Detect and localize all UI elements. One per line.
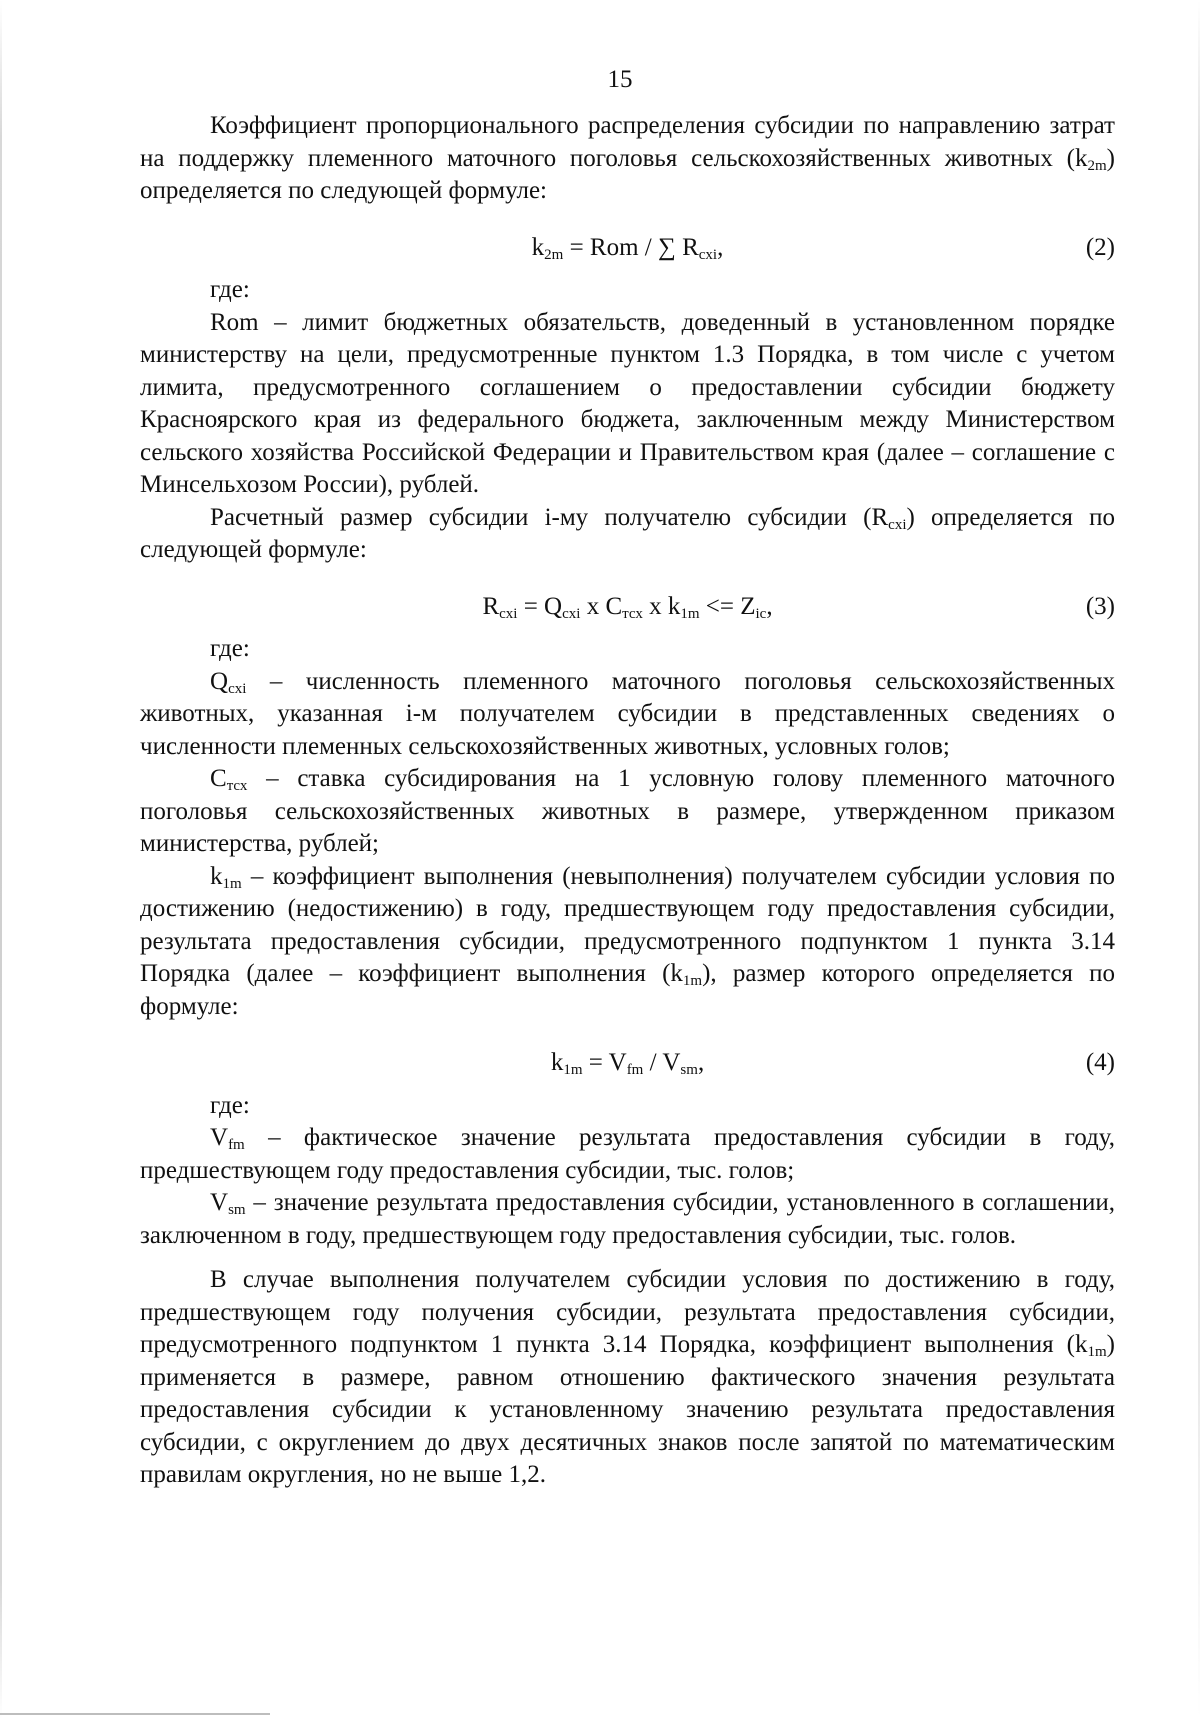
- paragraph-c-definition: $C_{тсх}$ – ставка субсидирования на 1 условную голову племенного маточного поголовья сельскохозяйственных животных в размере, утвержденном приказом министерства, рублей;: [140, 765, 1115, 857]
- scan-left-edge: [0, 0, 2, 1719]
- formula-2-number: (2): [1085, 233, 1115, 261]
- where-label-3: где:: [210, 1091, 250, 1119]
- formula-3-number: (3): [1085, 592, 1115, 620]
- page-number: 15: [607, 66, 633, 93]
- paragraph-coefficient-intro: Коэффициент пропорционального распределения субсидии по направлению затрат на поддержку племенного маточного поголовья сельскохозяйственных животных $(k_{2m})$ определяется по следующей формуле:: [140, 112, 1115, 204]
- paragraph-final-rule: В случае выполнения получателем субсидии условия по достижению в году, предшествующем году получения субсидии, результата предоставления субсидии, предусмотренного подпунктом 1 пункта 3.14 Порядка, коэффициент выполнения $(k_{1m})$ применяется в размере, равном отношению фактического значения результата предоставления субсидии к установленному значению результата предоставления субсидии, с округлением до двух десятичных знаков после запятой по математическим правилам округления, но не выше 1,2.: [140, 1266, 1115, 1488]
- paragraph-vsm-definition: $V_{sm}$ – значение результата предоставления субсидии, установленного в соглашении, заключенном в году, предшествующем году предоставления субсидии, тыс. голов.: [140, 1189, 1115, 1249]
- paragraph-k-definition: $k_{1m}$ – коэффициент выполнения (невыполнения) получателем субсидии условия по достижению (недостижению) в году, предшествующем году предоставления субсидии, результата предоставления субсидии, предусмотренного подпунктом 1 пункта 3.14 Порядка (далее – коэффициент выполнения $(k_{1m})$, размер которого определяется по формуле:: [140, 862, 1115, 1020]
- formula-3: [140, 591, 1115, 624]
- paragraph-gap: [140, 1252, 1115, 1264]
- scan-bottom-edge: [0, 1713, 270, 1715]
- paragraph-q-definition: $Q_{cxi}$ – численность племенного маточного поголовья сельскохозяйственных животных, указанная i-м получателем субсидии в представленных сведениях о численности племенных сельскохозяйственных животных, условных голов;: [140, 667, 1115, 760]
- paragraph-rom-definition: Rom – лимит бюджетных обязательств, доведенный в установленном порядке министерству на цели, предусмотренные пунктом 1.3 Порядка, в том числе с учетом лимита, предусмотренного соглашением о предоставлении субсидии бюджету Красноярского края из федерального бюджета, заключенным между Министерством сельского хозяйства Российской Федерации и Правительством края (далее – соглашение с Минсельхозом России), рублей.: [140, 308, 1115, 498]
- where-label-1: где:: [210, 276, 250, 303]
- formula-4-number: (4): [1085, 1049, 1115, 1076]
- paragraph-vfm-definition: $V_{fm}$ – фактическое значение результата предоставления субсидии в году, предшествующем году предоставления субсидии, тыс. голов;: [140, 1124, 1115, 1184]
- paragraph-calculated-size: Расчетный размер субсидии i-му получателю субсидии $(R_{cxi})$ определяется по следующей формуле:: [140, 503, 1116, 563]
- formula-2-expression: $k_{2m}$ = Rom / ∑ $R_{cxi}$,: [531, 233, 724, 263]
- where-label-2: где:: [210, 635, 250, 662]
- formula-3-expression: $R_{cxi} = Q_{cxi}$ x $C_{тсх}$ x $k_{1m} <= Z_{ic}$,: [482, 592, 773, 622]
- formula-4-expression: $k_{1m} = V_{fm} / V_{sm}$,: [550, 1049, 705, 1078]
- document-body: [140, 110, 1115, 1492]
- formula-4: [140, 1047, 1115, 1080]
- formula-2: [140, 232, 1115, 265]
